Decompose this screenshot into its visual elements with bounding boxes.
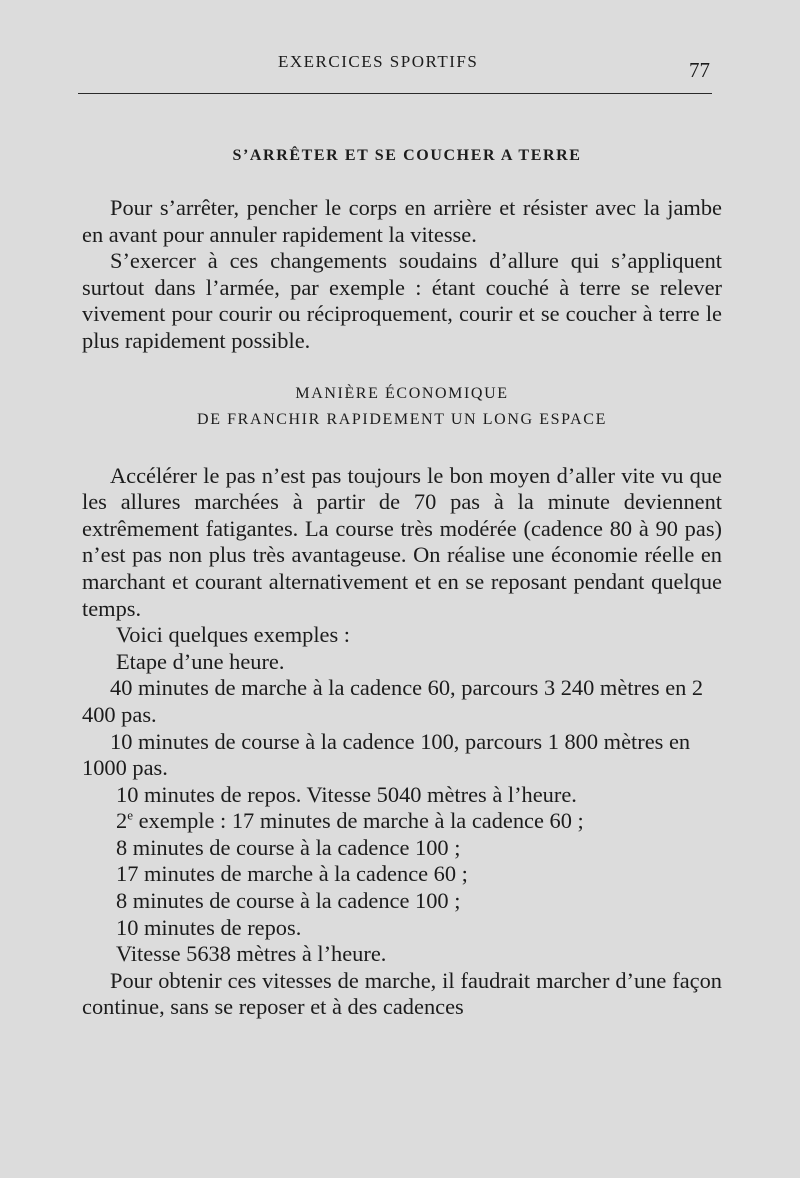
text-line: 17 minutes de marche à la cadence 60 ;: [116, 861, 468, 887]
text-line: 10 minutes de repos. Vitesse 5040 mètres à l’heure.: [116, 781, 577, 807]
paragraph: S’exercer à ces changements soudains d’allure qui s’appliquent surtout dans l’armée, par exemple : étant couché à terre se relever vivement pour courir ou réciproquement, courir et se coucher à terre le plus rapidement possible.: [82, 248, 722, 353]
running-header: [0, 52, 800, 82]
running-title: EXERCICES SPORTIFS: [278, 52, 479, 71]
example-text: exemple : 17 minutes de marche à la cadence 60 ;: [132, 808, 584, 834]
section-title-line: DE FRANCHIR RAPIDEMENT UN LONG ESPACE: [197, 410, 607, 428]
section-title-stopping: S’ARRÊTER ET SE COUCHER A TERRE: [232, 147, 582, 164]
example-number: 2: [116, 808, 128, 834]
page-number: 77: [689, 58, 710, 82]
text-line: Voici quelques exemples :: [116, 622, 351, 648]
text-line: 10 minutes de repos.: [116, 914, 302, 940]
section-title-line: MANIÈRE ÉCONOMIQUE: [295, 384, 509, 402]
paragraph: Accélérer le pas n’est pas toujours le bon moyen d’aller vite vu que les allures marchées à partir de 70 pas à la minute deviennent extrêmement fatigantes. La course très modérée (cadence 80 à 90 pas) n’est pas non plus très avantageuse. On réalise une économie réelle en marchant et courant alternativement et en se reposant pendant quelque temps.: [82, 462, 722, 621]
page-body: [82, 143, 722, 1021]
header-rule: [78, 93, 712, 94]
text-line: 10 minutes de course à la cadence 100, parcours 1 800 mètres en 1000 pas.: [82, 728, 691, 781]
text-line: [82, 808, 722, 835]
text-line: 8 minutes de course à la cadence 100 ;: [116, 834, 461, 860]
text-line: Etape d’une heure.: [116, 648, 285, 674]
ordinal-superscript: e: [127, 807, 133, 823]
paragraph: Pour obtenir ces vitesses de marche, il faudrait marcher d’une façon continue, sans se reposer et à des cadences: [82, 967, 722, 1020]
section-title-economical-method: [82, 381, 722, 433]
text-line: 8 minutes de course à la cadence 100 ;: [116, 888, 461, 914]
text-line: 40 minutes de marche à la cadence 60, parcours 3 240 mètres en 2 400 pas.: [82, 675, 704, 727]
text-line: Vitesse 5638 mètres à l’heure.: [116, 941, 387, 967]
paragraph: Pour s’arrêter, pencher le corps en arrière et résister avec la jambe en avant pour annuler rapidement la vitesse.: [82, 195, 722, 247]
